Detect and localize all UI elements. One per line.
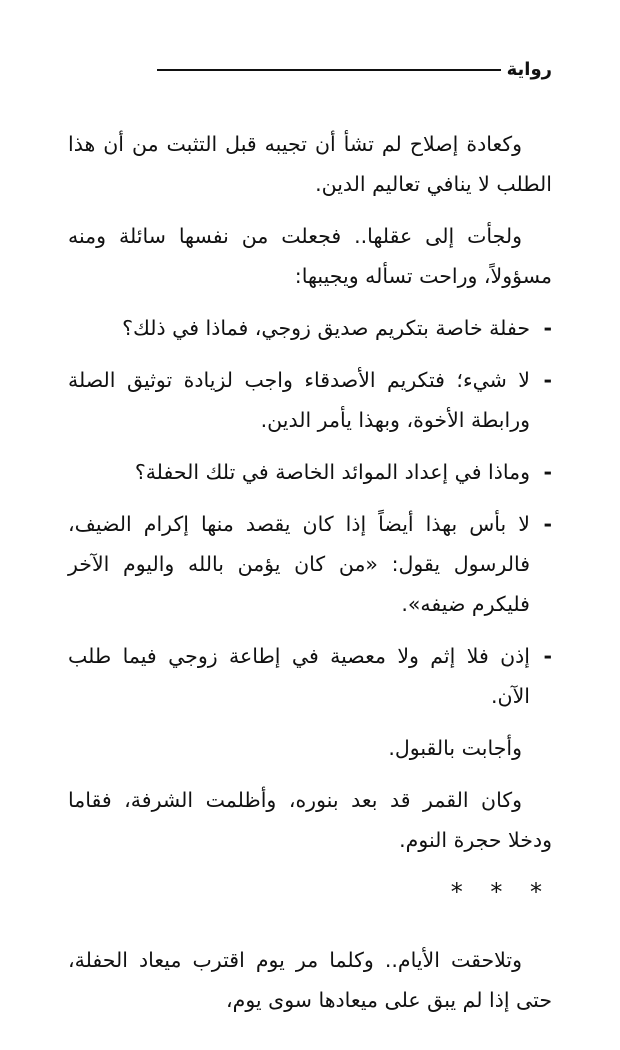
header-rule bbox=[157, 69, 501, 71]
dialogue-line bbox=[68, 360, 552, 440]
dialogue-line bbox=[68, 452, 552, 492]
dialogue-line bbox=[68, 504, 552, 624]
dialogue-dash: - bbox=[543, 460, 552, 484]
dialogue-dash: - bbox=[543, 512, 552, 536]
dialogue-text: لا شيء؛ فتكريم الأصدقاء واجب لزيادة توثيق الصلة ورابطة الأخوة، وبهذا يأمر الدين. bbox=[68, 368, 530, 432]
dialogue-line bbox=[68, 636, 552, 716]
running-header-title: رواية bbox=[506, 59, 552, 80]
dialogue-dash: - bbox=[543, 644, 552, 668]
dialogue-dash: - bbox=[543, 316, 552, 340]
paragraph: وكان القمر قد بعد بنوره، وأظلمت الشرفة، فقاما ودخلا حجرة النوم. bbox=[68, 788, 552, 852]
body-text bbox=[68, 124, 552, 1032]
dialogue-text: لا بأس بهذا أيضاً إذا كان يقصد منها إكرام الضيف، فالرسول يقول: «من كان يؤمن بالله واليوم الآخر فليكرم ضيفه». bbox=[68, 512, 530, 616]
paragraph: ولجأت إلى عقلها.. فجعلت من نفسها سائلة ومنه مسؤولاً، وراحت تسأله ويجيبها: bbox=[68, 224, 552, 288]
paragraph: وأجابت بالقبول. bbox=[388, 736, 522, 760]
running-header bbox=[157, 58, 552, 82]
paragraph: وتلاحقت الأيام.. وكلما مر يوم اقترب ميعاد الحفلة، حتى إذا لم يبق على ميعادها سوى يوم، bbox=[68, 948, 552, 1012]
dialogue-text: حفلة خاصة بتكريم صديق زوجي، فماذا في ذلك؟ bbox=[122, 316, 530, 340]
dialogue-text: وماذا في إعداد الموائد الخاصة في تلك الحفلة؟ bbox=[134, 460, 530, 484]
dialogue-line bbox=[68, 308, 552, 348]
dialogue-dash: - bbox=[543, 368, 552, 392]
section-separator: * * * bbox=[450, 878, 552, 906]
dialogue-text: إذن فلا إثم ولا معصية في إطاعة زوجي فيما طلب الآن. bbox=[68, 644, 530, 708]
paragraph: وكعادة إصلاح لم تشأ أن تجيبه قبل التثبت من أن هذا الطلب لا ينافي تعاليم الدين. bbox=[68, 132, 552, 196]
